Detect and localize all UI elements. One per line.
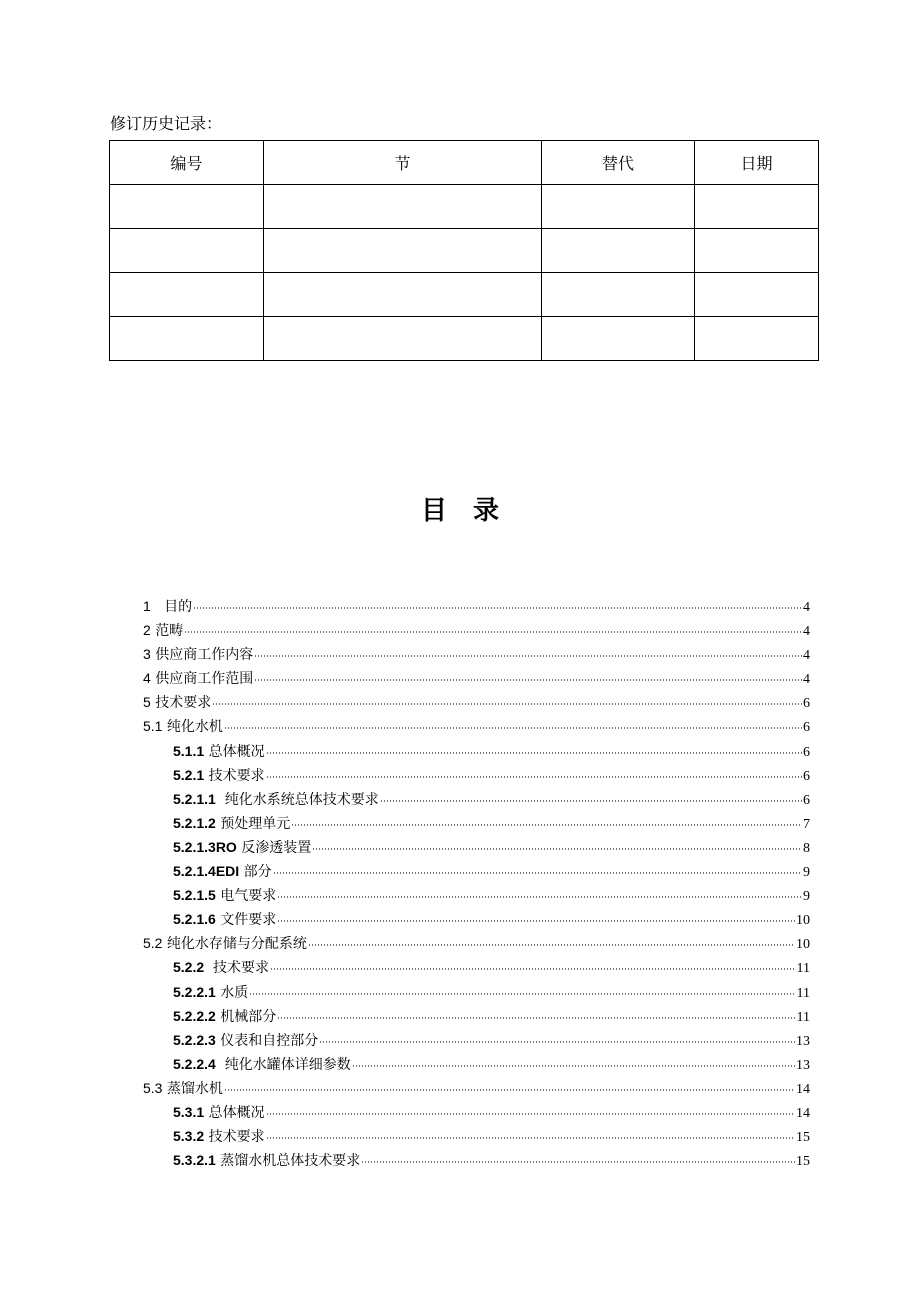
toc-title: 目录 (420, 496, 525, 526)
toc-leader-dots (361, 1161, 795, 1163)
toc-entry-text: 蒸馏水机总体技术要求 (215, 1153, 361, 1170)
table-cell (110, 185, 264, 229)
toc-entry-page: 4 (803, 624, 810, 640)
toc-entry-page: 7 (803, 816, 810, 832)
toc-entry-page: 15 (796, 1154, 810, 1170)
table-row (110, 185, 819, 229)
toc-leader-dots (212, 703, 802, 705)
toc-entry-number: 1 (143, 598, 151, 614)
toc-entry-page: 6 (803, 696, 810, 712)
toc-entry-text: 纯化水罐体详细参数 (215, 1056, 351, 1073)
table-cell (110, 317, 264, 361)
toc-entry-page: 14 (796, 1081, 810, 1097)
toc-leader-dots (308, 944, 795, 946)
toc-entry[interactable] (143, 859, 810, 883)
toc-entry-page: 9 (803, 889, 810, 905)
table-cell (542, 317, 695, 361)
table-cell (695, 229, 819, 273)
toc-entry-text: 技术要求 (204, 960, 270, 977)
table-row (110, 229, 819, 273)
toc-entry-text: 技术要求 (204, 767, 265, 784)
toc-entry[interactable] (143, 739, 810, 763)
toc-entry[interactable] (143, 642, 810, 666)
toc-leader-dots (224, 1089, 795, 1091)
toc-entry[interactable] (143, 666, 810, 690)
toc-entry[interactable] (143, 618, 810, 642)
toc-entry-page: 6 (803, 768, 810, 784)
toc-entry-text: 反渗透装置 (236, 839, 312, 856)
toc-leader-dots (254, 655, 802, 657)
toc-entry-number: 5.1 (143, 718, 163, 735)
toc-leader-dots (193, 607, 802, 609)
toc-entry-text: 预处理单元 (215, 815, 291, 832)
table-cell (264, 273, 542, 317)
toc-entry[interactable] (143, 1076, 810, 1100)
toc-entry[interactable] (143, 1148, 810, 1172)
toc-entry-text: 文件要求 (215, 912, 277, 929)
toc-entry-page: 11 (796, 985, 810, 1001)
toc-entry-text: 目的 (150, 599, 193, 615)
header-replaces: 替代 (542, 141, 695, 185)
toc-entry-text: 纯化水机 (162, 719, 223, 736)
toc-entry[interactable] (143, 907, 810, 931)
revision-history-title: 修订历史记录： (110, 114, 223, 133)
toc-entry-number: 5.2.2.1 (173, 983, 216, 1000)
toc-entry[interactable] (143, 763, 810, 787)
toc-leader-dots (273, 872, 802, 874)
toc-entry-number: 5.2.1.3RO (173, 838, 237, 855)
toc-leader-dots (352, 1065, 795, 1067)
toc-entry-text: 总体概况 (204, 1104, 265, 1121)
table-cell (542, 185, 695, 229)
toc-entry-text: 水质 (215, 984, 249, 1001)
toc-entry-page: 13 (796, 1033, 810, 1049)
toc-leader-dots (270, 968, 795, 970)
toc-leader-dots (266, 752, 802, 754)
revision-header-row (110, 141, 819, 185)
header-date: 日期 (695, 141, 819, 185)
toc-entry-number: 5.2.1.6 (173, 911, 216, 928)
toc-entry-text: 技术要求 (150, 695, 212, 712)
table-cell (695, 185, 819, 229)
toc-entry-number: 5.1.1 (173, 742, 205, 759)
table-cell (264, 229, 542, 273)
toc-entry-text: 技术要求 (204, 1129, 265, 1146)
toc-entry-text: 仪表和自控部分 (215, 1032, 319, 1049)
toc-entry-number: 5.2.1.5 (173, 887, 216, 904)
toc-entry[interactable] (143, 690, 810, 714)
toc-entry-number: 5.2.1 (173, 766, 205, 783)
toc-entry-page: 9 (803, 865, 810, 881)
toc-leader-dots (277, 920, 795, 922)
toc-entry-number: 5.3.2 (173, 1128, 205, 1145)
toc-entry-number: 5 (143, 694, 151, 711)
table-cell (264, 317, 542, 361)
toc-entry-page: 4 (803, 672, 810, 688)
header-section: 节 (264, 141, 542, 185)
table-row (110, 317, 819, 361)
toc-entry[interactable] (143, 787, 810, 811)
toc-entry-page: 15 (796, 1130, 810, 1146)
toc-entry-text: 电气要求 (215, 888, 277, 905)
toc-entry-number: 5.2.2.2 (173, 1007, 216, 1024)
toc-leader-dots (266, 776, 802, 778)
toc-leader-dots (380, 800, 802, 802)
toc-entry-number: 5.2.2 (173, 959, 205, 976)
toc-leader-dots (254, 679, 802, 681)
toc-entry-number: 4 (143, 670, 151, 687)
toc-leader-dots (319, 1041, 795, 1043)
toc-leader-dots (249, 993, 795, 995)
table-cell (695, 273, 819, 317)
toc-entry[interactable] (143, 1052, 810, 1076)
toc-entry[interactable] (143, 594, 810, 618)
toc-entry-text: 蒸馏水机 (162, 1080, 223, 1097)
table-cell (695, 317, 819, 361)
toc-entry-number: 5.3.1 (173, 1103, 205, 1120)
toc-entry-page: 13 (796, 1057, 810, 1073)
toc-entry-page: 6 (803, 720, 810, 736)
toc-entry[interactable] (143, 811, 810, 835)
toc-entry[interactable] (143, 1124, 810, 1148)
toc-entry-text: 供应商工作范围 (150, 671, 254, 688)
toc-entry-number: 3 (143, 646, 151, 663)
toc-entry[interactable] (143, 955, 810, 979)
table-of-contents (143, 594, 810, 1172)
toc-leader-dots (266, 1137, 795, 1139)
toc-entry[interactable] (143, 835, 810, 859)
toc-entry-number: 2 (143, 622, 151, 639)
toc-entry[interactable] (143, 714, 810, 738)
toc-entry-text: 总体概况 (204, 743, 265, 760)
table-cell (264, 185, 542, 229)
toc-entry-text: 范畴 (150, 623, 184, 640)
toc-entry-text: 纯化水存储与分配系统 (162, 936, 307, 953)
toc-entry-page: 8 (803, 840, 810, 856)
toc-leader-dots (184, 631, 802, 633)
toc-leader-dots (277, 1017, 795, 1019)
toc-entry-page: 14 (796, 1105, 810, 1121)
toc-leader-dots (266, 1113, 795, 1115)
toc-entry-page: 6 (803, 792, 810, 808)
table-cell (542, 273, 695, 317)
toc-leader-dots (291, 824, 802, 826)
toc-entry-text: 机械部分 (215, 1008, 277, 1025)
table-cell (542, 229, 695, 273)
toc-entry-page: 11 (796, 961, 810, 977)
toc-leader-dots (224, 727, 802, 729)
table-cell (110, 273, 264, 317)
toc-entry[interactable] (143, 1004, 810, 1028)
toc-entry-text: 供应商工作内容 (150, 647, 254, 664)
toc-entry[interactable] (143, 980, 810, 1004)
toc-entry-number: 5.2.1.1 (173, 790, 216, 807)
toc-leader-dots (277, 896, 802, 898)
toc-entry-number: 5.2.1.4EDI (173, 863, 240, 880)
toc-entry-text: 部分 (239, 864, 272, 881)
header-number: 编号 (110, 141, 264, 185)
toc-entry-number: 5.2.1.2 (173, 814, 216, 831)
table-row (110, 273, 819, 317)
toc-leader-dots (312, 848, 802, 850)
toc-entry-page: 10 (796, 913, 810, 929)
toc-entry-page: 11 (796, 1009, 810, 1025)
toc-entry-number: 5.3 (143, 1079, 163, 1096)
toc-entry[interactable] (143, 883, 810, 907)
revision-history-table (109, 140, 819, 361)
toc-entry[interactable] (143, 1100, 810, 1124)
toc-entry-page: 4 (803, 648, 810, 664)
table-cell (110, 229, 264, 273)
toc-entry[interactable] (143, 931, 810, 955)
toc-entry[interactable] (143, 1028, 810, 1052)
toc-entry-number: 5.2.2.4 (173, 1055, 216, 1072)
toc-entry-page: 10 (796, 937, 810, 953)
toc-entry-number: 5.2 (143, 935, 163, 952)
toc-entry-number: 5.2.2.3 (173, 1031, 216, 1048)
toc-entry-page: 6 (803, 744, 810, 760)
toc-entry-number: 5.3.2.1 (173, 1152, 216, 1169)
toc-entry-text: 纯化水系统总体技术要求 (215, 791, 379, 808)
toc-entry-page: 4 (803, 600, 810, 615)
